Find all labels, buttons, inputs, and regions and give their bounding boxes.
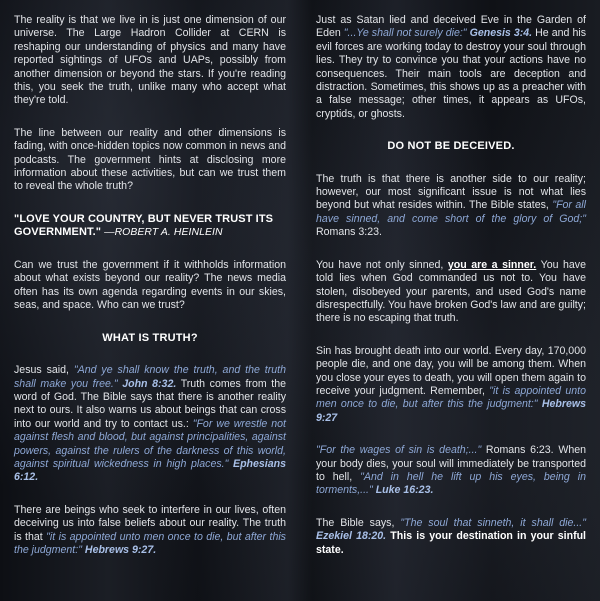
right-column bbox=[300, 0, 600, 601]
text: Sin has brought death into our world. Every day, 170,000 people die, and one day, you will be among them. When you close your eyes to death, you will open them again to receive your judgment. Remember, bbox=[316, 344, 586, 397]
ref-ephesians: Ephesians 6:12. bbox=[14, 457, 286, 484]
quote-text: "LOVE YOUR COUNTRY, BUT NEVER TRUST ITS GOVERNMENT." bbox=[14, 212, 274, 239]
verse-ezekiel: "The soul that sinneth, it shall die..." bbox=[400, 516, 586, 529]
text: Jesus said, bbox=[14, 364, 74, 377]
text: When your body dies, your soul will immediately be transported to hell, bbox=[316, 444, 587, 483]
beings-paragraph bbox=[14, 504, 286, 558]
other-side-paragraph bbox=[316, 173, 586, 240]
ref-genesis: Genesis 3:4. bbox=[466, 27, 533, 40]
verse-romans-3: "For all have sinned, and come short of the glory of God;" bbox=[316, 199, 586, 225]
truth-paragraph bbox=[14, 364, 286, 485]
ref-hebrews: Hebrews 9:27 bbox=[316, 398, 586, 424]
destination-emphasis: This is your destination in your sinful state. bbox=[316, 530, 587, 556]
verse-genesis: "...Ye shall not surely die:" bbox=[343, 27, 467, 40]
ref-luke: Luke 16:23. bbox=[372, 484, 434, 497]
ref-romans-3: Romans 3:23. bbox=[316, 226, 382, 239]
intro-paragraph: The reality is that we live in is just one dimension of our universe. The Large Hadron Collider at CERN is reshaping our understanding of physics and many have reported sightings of UFOs and UAPs, possibly from another dimension or beyond the stars. If you're reading this, you seek the truth, unlike many who accept what they're told. bbox=[14, 14, 286, 107]
quote-attribution: —ROBERT A. HEINLEIN bbox=[101, 227, 223, 239]
sinner-emphasis: you are a sinner. bbox=[447, 258, 537, 271]
text: Truth comes from the word of God. The Bible says that there is another reality next to ours. It also warns us about beings that can cross into our world and try to contact us.: bbox=[14, 377, 287, 430]
dimension-paragraph: The line between our reality and other dimensions is fading, with once-hidden topics now common in news and podcasts. The government hints at disclosing more information about these activities, but can we trust them to reveal the whole truth? bbox=[14, 126, 286, 193]
ref-hebrews: Hebrews 9:27. bbox=[81, 543, 157, 556]
text: The truth is that there is another side to our reality; however, our most significant issue is not what lies beyond but what resides within. The Bible states, bbox=[316, 172, 586, 212]
verse-luke: "And in hell he lift up his eyes, being in torments,..." bbox=[316, 470, 586, 497]
eden-paragraph bbox=[316, 14, 586, 121]
ref-ezekiel: Ezekiel 18:20. bbox=[316, 530, 387, 543]
ref-romans-6: Romans 6:23. bbox=[481, 444, 554, 457]
heinlein-quote bbox=[14, 213, 286, 240]
ref-john: John 8:32. bbox=[117, 377, 177, 390]
wages-paragraph bbox=[316, 444, 586, 498]
trust-paragraph: Can we trust the government if it withholds information about what exists beyond our reality? The news media often has its own agenda regarding events in our skies, seas, and space. Who can we trust? bbox=[14, 259, 286, 312]
verse-john: "And ye shall know the truth, and the truth shall make you free." bbox=[14, 364, 286, 390]
verse-romans-6: "For the wages of sin is death;..." bbox=[316, 444, 482, 457]
heading-do-not-be-deceived: DO NOT BE DECEIVED. bbox=[387, 140, 515, 153]
text: You have not only sinned, bbox=[316, 258, 448, 271]
verse-hebrews: "it is appointed unto men once to die, but after this the judgment:" bbox=[14, 530, 286, 556]
verse-hebrews: "it is appointed unto men once to die, but after this the judgment:" bbox=[316, 384, 586, 411]
text: There are beings who seek to interfere in our lives, often deceiving us into false beliefs about our reality. The truth is that bbox=[14, 503, 286, 543]
destination-paragraph bbox=[316, 517, 586, 557]
verse-ephesians: "For we wrestle not against flesh and blood, but against principalities, against powers, against the rulers of the darkness of this world, against spiritual wickedness in high places." bbox=[14, 417, 286, 470]
text: He and his evil forces are working today to destroy your soul through lies. They try to convince you that your actions have no consequences. Their main tools are deception and distraction. Sometimes, this shows up as a preacher with a false message; other times, it appears as UFOs, cryptids, or ghosts. bbox=[316, 27, 586, 120]
text: You have told lies when God commanded us not to. You have stolen, disobeyed your parents, and used God's name disrespectfully. You have broken God's law and are guilty; there is no escaping that truth. bbox=[316, 258, 586, 325]
death-paragraph bbox=[316, 345, 586, 425]
text: The Bible says, bbox=[316, 516, 401, 529]
text: Just as Satan lied and deceived Eve in the Garden of Eden bbox=[316, 14, 586, 40]
heading-what-is-truth: WHAT IS TRUTH? bbox=[102, 331, 198, 344]
sinner-paragraph bbox=[316, 259, 586, 326]
